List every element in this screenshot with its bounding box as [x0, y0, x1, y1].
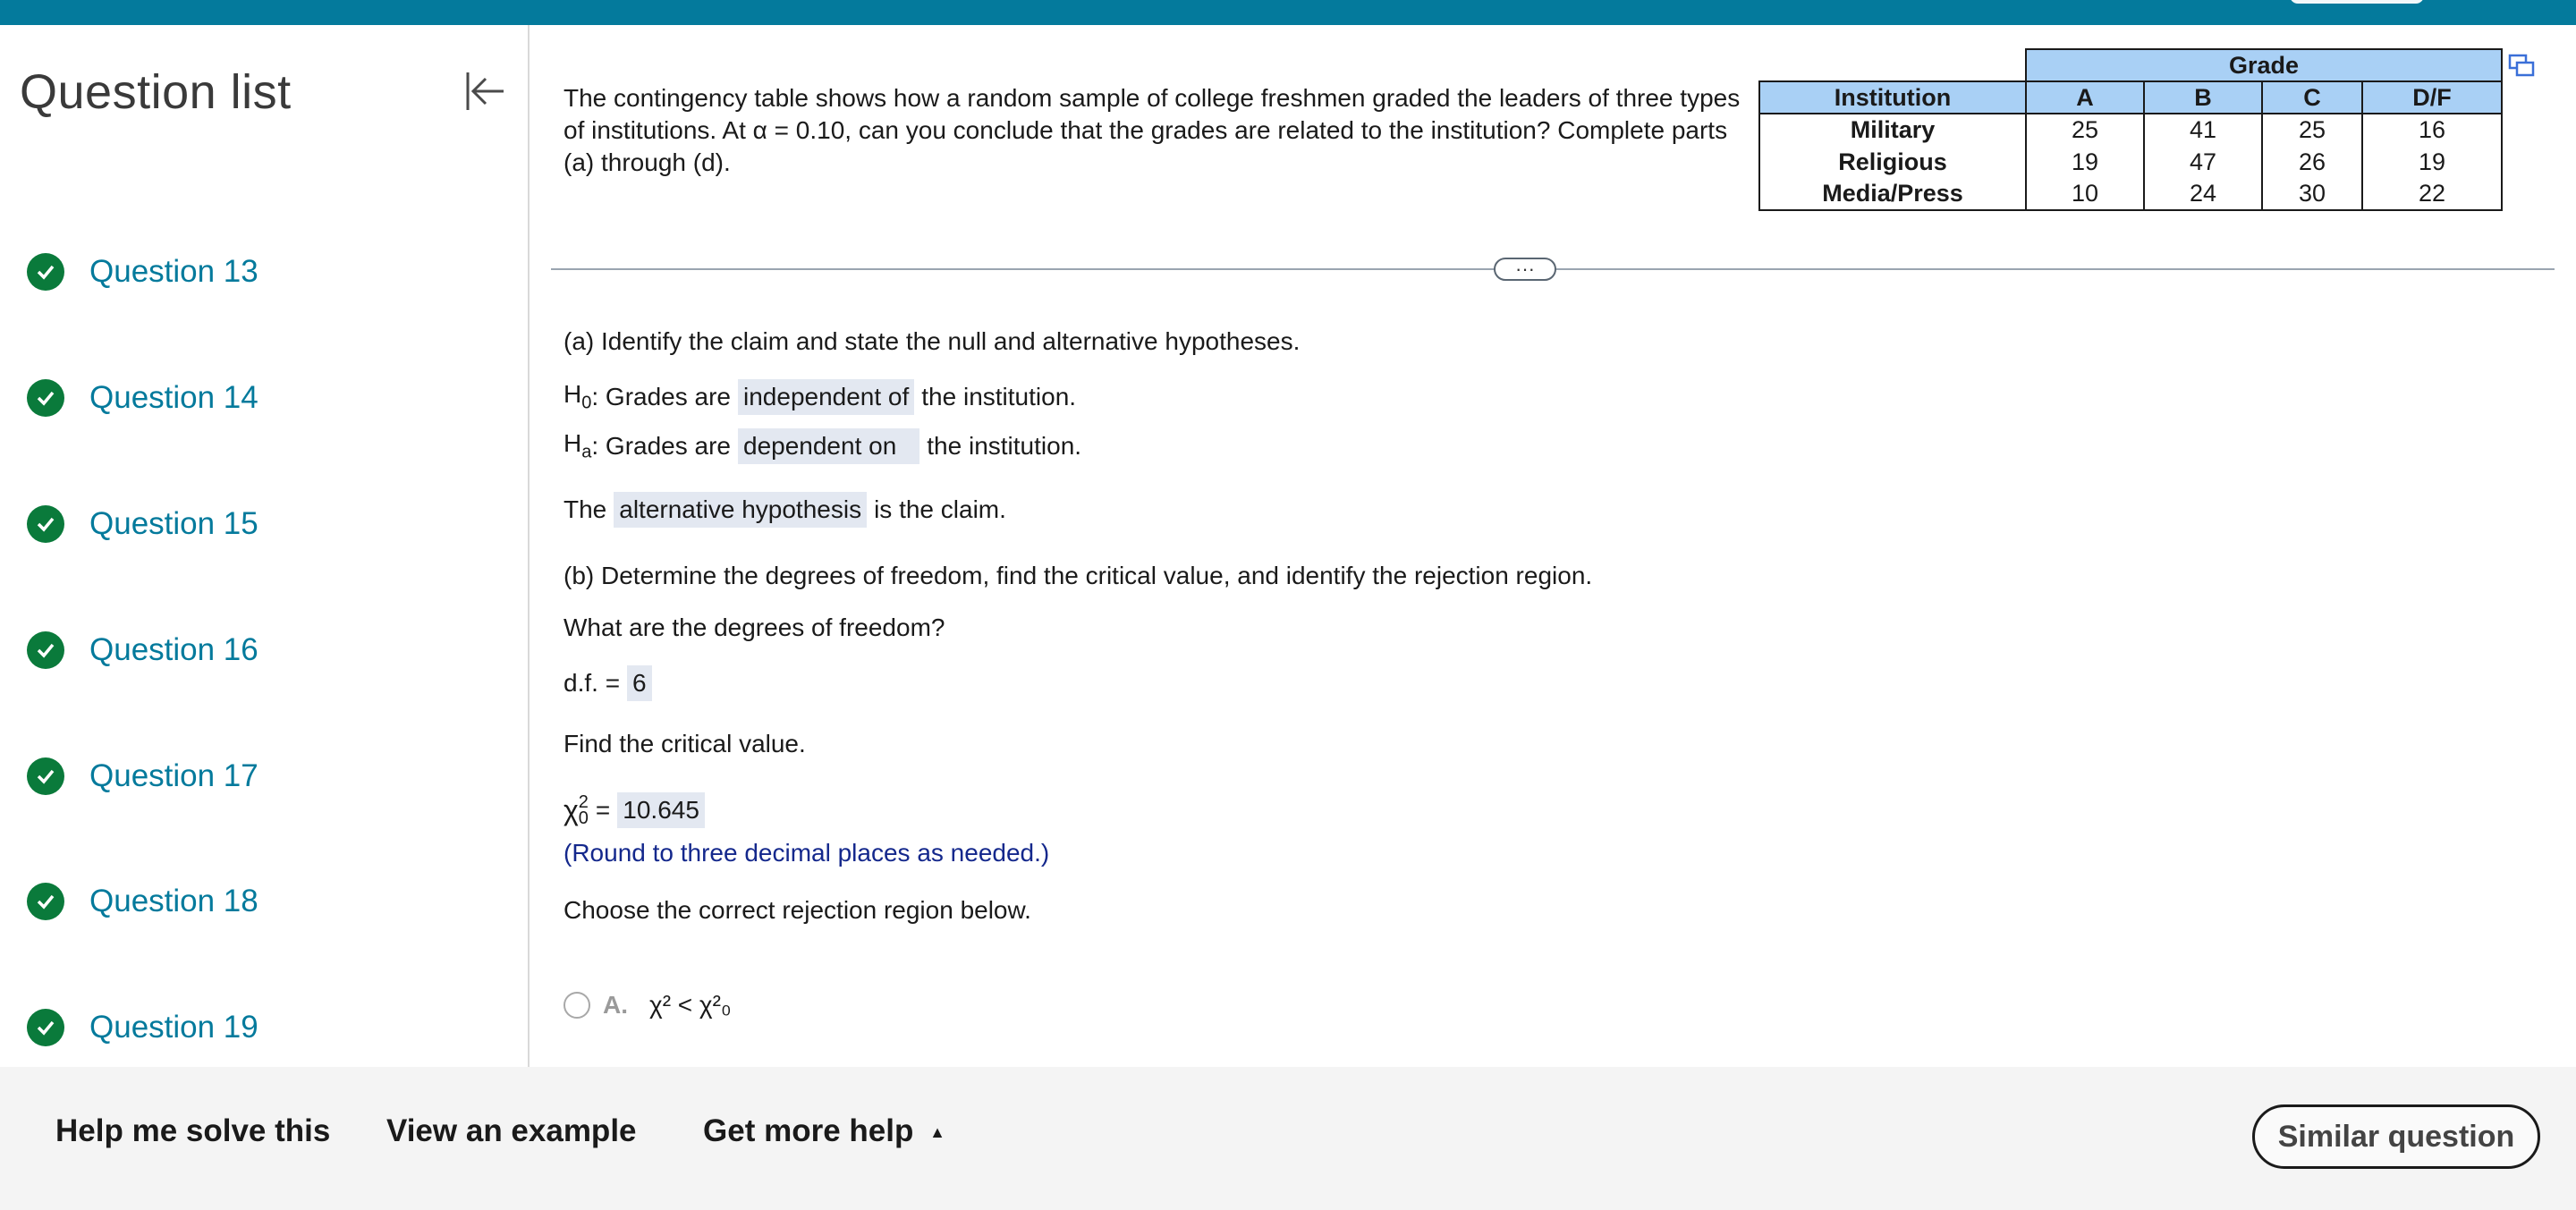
h0-answer-field[interactable]: independent of: [738, 379, 914, 415]
sidebar-item-question-13[interactable]: [27, 245, 258, 299]
copy-table-icon[interactable]: [2508, 52, 2535, 79]
h0-text: : Grades are: [591, 383, 731, 410]
df-answer-field[interactable]: 6: [627, 665, 652, 701]
table-row: [1759, 146, 2502, 178]
table-cell: 19: [2362, 146, 2502, 178]
question-list-sidebar: [0, 25, 530, 1067]
table-row-label: Media/Press: [1759, 178, 2026, 210]
table-column-header: D/F: [2362, 81, 2502, 114]
sidebar-item-question-16[interactable]: [27, 623, 258, 677]
option-a-text: χ² < χ²₀: [649, 991, 732, 1019]
h0-subscript: 0: [581, 393, 592, 413]
get-more-help-label: Get more help: [703, 1113, 914, 1148]
radio-button[interactable]: [564, 992, 590, 1019]
contingency-table: [1758, 48, 2503, 211]
chi-scripts: [579, 794, 589, 826]
expand-more-button[interactable]: [1494, 258, 1556, 281]
table-cell: 41: [2144, 114, 2262, 146]
table-corner: [1759, 49, 2026, 81]
sidebar-item-question-15[interactable]: [27, 497, 258, 551]
question-content: [531, 25, 2576, 1067]
table-column-header: C: [2262, 81, 2362, 114]
rr-question: Choose the correct rejection region below.: [564, 896, 1031, 924]
chi-superscript: 2: [578, 792, 589, 812]
claim-line: [564, 492, 1006, 528]
null-hypothesis-line: [564, 379, 1076, 415]
sidebar-item-question-14[interactable]: [27, 371, 258, 425]
table-cell: 30: [2262, 178, 2362, 210]
ha-symbol: [564, 429, 591, 463]
table-column-header: B: [2144, 81, 2262, 114]
part-b-heading: (b) Determine the degrees of freedom, find the critical value, and identify the rejection region.: [564, 562, 1593, 589]
ha-text: : Grades are: [591, 432, 731, 460]
alt-hypothesis-line: [564, 428, 1081, 464]
top-bar-control[interactable]: [2290, 0, 2424, 4]
question-prompt: The contingency table shows how a random sample of college freshmen graded the leaders of three types of institutions. At α = 0.10, can you conclude that the grades are related to the institution? Complete parts (a) through (d).: [564, 84, 1741, 176]
h0-letter: H: [564, 380, 582, 409]
check-icon: [27, 505, 64, 543]
part-a-heading: (a) Identify the claim and state the null and alternative hypotheses.: [564, 327, 1301, 355]
table-row: [1759, 178, 2502, 210]
table-cell: 19: [2026, 146, 2144, 178]
table-column-header: A: [2026, 81, 2144, 114]
ha-answer-field[interactable]: dependent on: [738, 428, 919, 464]
table-cell: 24: [2144, 178, 2262, 210]
sidebar-item-question-18[interactable]: [27, 875, 258, 928]
table-cell: 47: [2144, 146, 2262, 178]
caret-up-icon: ▲: [929, 1123, 945, 1142]
ha-letter: H: [564, 429, 582, 458]
top-bar: [0, 0, 2576, 25]
table-group-header: Grade: [2026, 49, 2502, 81]
table-cell: 22: [2362, 178, 2502, 210]
sidebar-item-label: Question 16: [89, 632, 258, 667]
cv-answer-field[interactable]: 10.645: [617, 792, 705, 828]
claim-answer-field[interactable]: alternative hypothesis: [614, 492, 867, 528]
claim-suffix: is the claim.: [874, 495, 1006, 523]
h0-symbol: [564, 380, 591, 414]
check-icon: [27, 883, 64, 920]
check-icon: [27, 379, 64, 417]
table-cell: 10: [2026, 178, 2144, 210]
df-line: [564, 665, 659, 701]
similar-question-button[interactable]: Similar question: [2252, 1104, 2540, 1169]
sidebar-item-question-19[interactable]: [27, 1001, 258, 1054]
table-row-header: Institution: [1759, 81, 2026, 114]
table-row-label: Religious: [1759, 146, 2026, 178]
cv-question: Find the critical value.: [564, 730, 806, 757]
df-label: d.f. =: [564, 669, 621, 697]
rounding-note: (Round to three decimal places as needed.): [564, 839, 1050, 867]
check-icon: [27, 1009, 64, 1046]
option-letter: A.: [603, 991, 628, 1019]
table-cell: 25: [2262, 114, 2362, 146]
help-footer: [0, 1067, 2576, 1210]
help-me-solve-button[interactable]: Help me solve this: [55, 1113, 331, 1148]
table-cell: 16: [2362, 114, 2502, 146]
table-row-label: Military: [1759, 114, 2026, 146]
check-icon: [27, 253, 64, 291]
check-icon: [27, 631, 64, 669]
sidebar-item-label: Question 17: [89, 758, 258, 793]
get-more-help-button[interactable]: [703, 1113, 945, 1149]
sidebar-title: Question list: [20, 65, 292, 119]
ha-subscript: a: [581, 442, 592, 462]
sidebar-item-question-17[interactable]: [27, 749, 258, 803]
ellipsis-icon: ···: [1515, 258, 1535, 280]
cv-equals: =: [595, 796, 611, 824]
table-row: [1759, 114, 2502, 146]
sidebar-item-label: Question 18: [89, 884, 258, 918]
cv-line: [564, 792, 712, 828]
check-icon: [27, 757, 64, 795]
chi-subscript: 0: [578, 808, 589, 828]
claim-prefix: The: [564, 495, 607, 523]
h0-suffix: the institution.: [921, 383, 1077, 410]
sidebar-item-label: Question 19: [89, 1010, 258, 1045]
chi-symbol: χ: [564, 793, 579, 826]
table-cell: 25: [2026, 114, 2144, 146]
sidebar-item-label: Question 14: [89, 380, 258, 415]
sidebar-item-label: Question 13: [89, 254, 258, 289]
option-a[interactable]: [564, 991, 732, 1020]
view-example-button[interactable]: View an example: [386, 1113, 637, 1148]
collapse-left-icon: [462, 69, 507, 114]
ha-suffix: the institution.: [927, 432, 1082, 460]
sidebar-item-label: Question 15: [89, 506, 258, 541]
table-cell: 26: [2262, 146, 2362, 178]
df-question: What are the degrees of freedom?: [564, 613, 945, 641]
collapse-sidebar-button[interactable]: [456, 63, 513, 120]
